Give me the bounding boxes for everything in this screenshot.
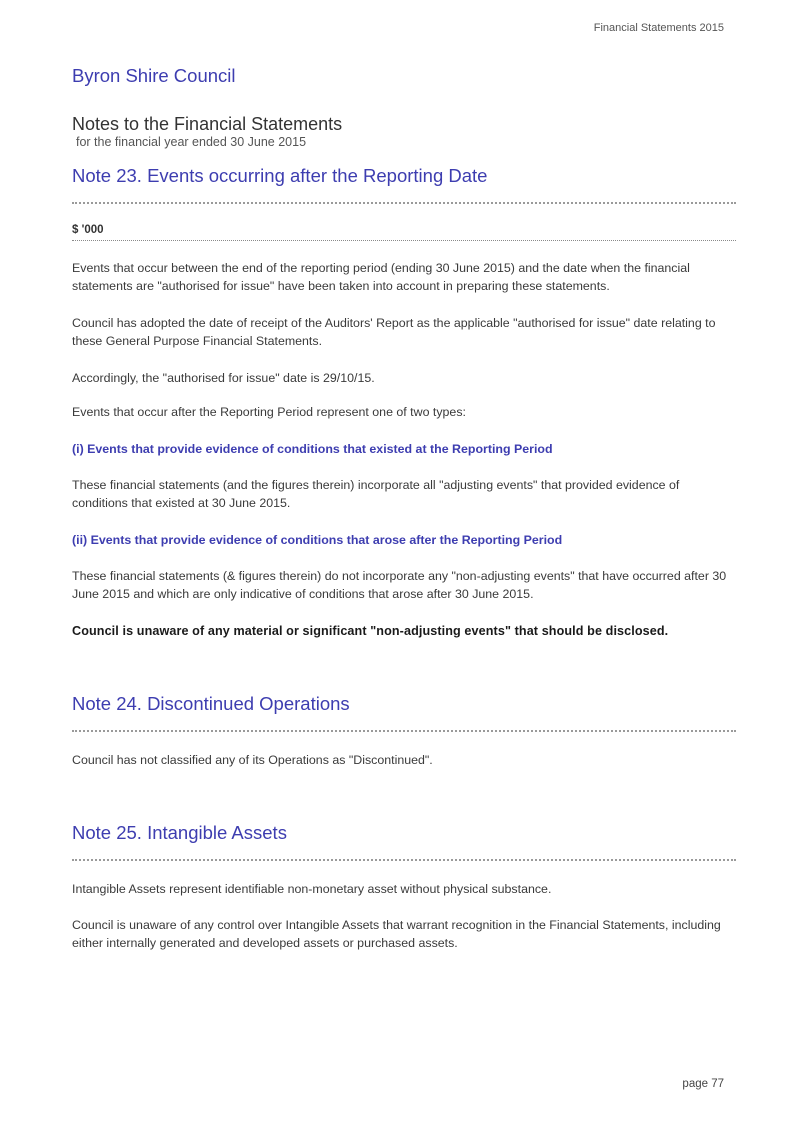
note23-paragraph-4: Events that occur after the Reporting Period represent one of two types: [72, 405, 466, 419]
note23-divider [72, 202, 736, 204]
unit-label: $ '000 [72, 224, 104, 236]
note23-paragraph-3: Accordingly, the "authorised for issue" date is 29/10/15. [72, 371, 375, 385]
note24-heading: Note 24. Discontinued Operations [72, 693, 350, 714]
note23-paragraph-1: Events that occur between the end of the reporting period (ending 30 June 2015) and the date when the financial statements are "authorised for issue" have been taken into account in preparing these statements. [72, 261, 690, 293]
notes-subtitle: for the financial year ended 30 June 2015 [76, 135, 307, 149]
page-number: page 77 [682, 1078, 724, 1090]
council-name: Byron Shire Council [72, 65, 236, 86]
notes-title: Notes to the Financial Statements [72, 114, 343, 134]
note24-paragraph-1: Council has not classified any of its Operations as "Discontinued". [72, 753, 433, 767]
note23-paragraph-2: Council has adopted the date of receipt of the Auditors' Report as the applicable "authorised for issue" date relating to these General Purpose Financial Statements. [72, 316, 716, 348]
note25-paragraph-1: Intangible Assets represent identifiable non-monetary asset without physical substance. [72, 882, 552, 896]
running-header: Financial Statements 2015 [593, 22, 724, 34]
note25-divider [72, 859, 736, 861]
note23-paragraph-6: These financial statements (& figures therein) do not incorporate any "non-adjusting events" that have occurred after 30 June 2015 and which are only indicative of conditions that arose after 30 June 2015. [72, 569, 727, 601]
note23-conclusion: Council is unaware of any material or significant "non-adjusting events" that should be disclosed. [72, 624, 669, 638]
note23-paragraph-5: These financial statements (and the figures therein) incorporate all "adjusting events" that provided evidence of conditions that existed at 30 June 2015. [72, 478, 680, 510]
note23-subheading-2: (ii) Events that provide evidence of conditions that arose after the Reporting Period [72, 533, 563, 547]
note23-heading: Note 23. Events occurring after the Reporting Date [72, 165, 488, 186]
note25-paragraph-2: Council is unaware of any control over Intangible Assets that warrant recognition in the Financial Statements, including either internally generated and developed assets or purchased assets. [72, 918, 721, 950]
note24-divider [72, 730, 736, 732]
note25-heading: Note 25. Intangible Assets [72, 822, 287, 843]
unit-divider [72, 240, 736, 241]
note23-subheading-1: (i) Events that provide evidence of conditions that existed at the Reporting Period [72, 442, 553, 456]
